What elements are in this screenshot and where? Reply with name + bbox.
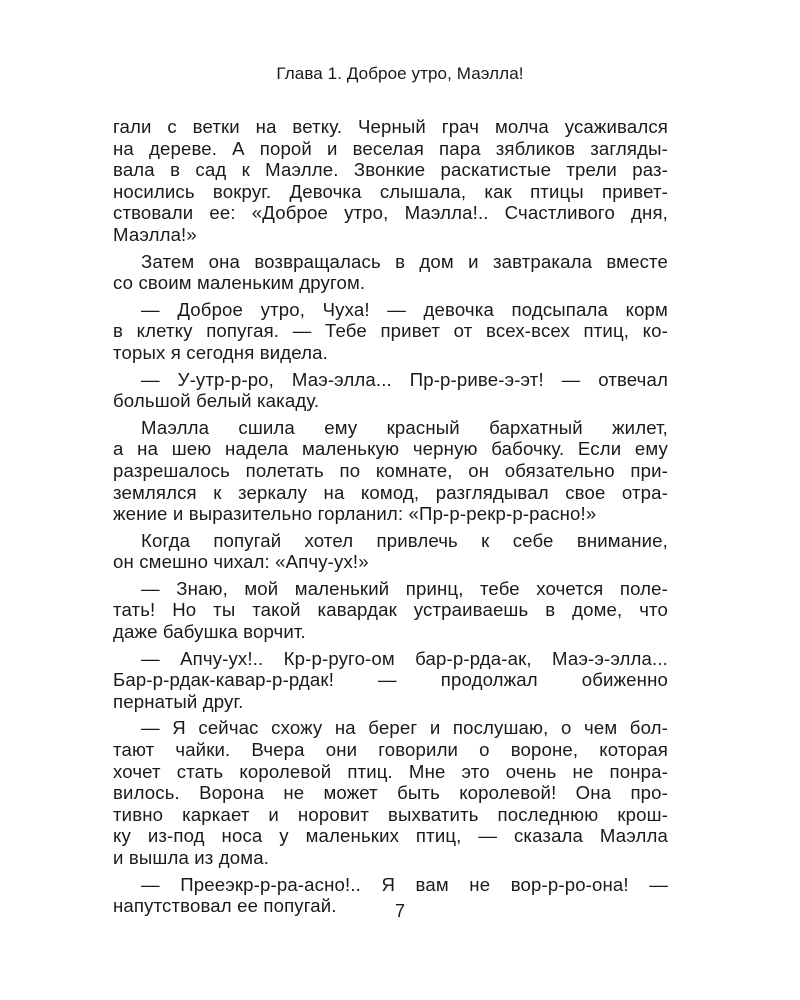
text-line: ку из-под носа у маленьких птиц, — сказала Маэлла: [113, 825, 668, 847]
text-line: даже бабушка ворчит.: [113, 621, 306, 643]
text-line: тают чайки. Вчера они говорили о вороне, которая: [113, 739, 668, 761]
text-line: на дереве. А порой и веселая пара зябликов загляды-: [113, 137, 668, 159]
page-number: 7: [394, 901, 405, 921]
text-line: землялся к зеркалу на комод, разглядывал свое отра-: [113, 481, 668, 503]
paragraph: [113, 578, 668, 643]
text-line: большой белый какаду.: [113, 390, 320, 412]
paragraph: [113, 417, 668, 525]
text-line: — Апчу-ух!.. Кр-р-руго-ом бар-р-рда-ак, Маэ-э-элла...: [141, 647, 668, 669]
text-line: — Я сейчас схожу на берег и послушаю, о чем бол-: [141, 717, 668, 739]
paragraph: [113, 717, 668, 868]
text-line: Маэлла!»: [113, 223, 197, 245]
text-line: торых я сегодня видела.: [113, 341, 328, 363]
text-line: вала в сад к Маэлле. Звонкие раскатистые трели раз-: [113, 159, 668, 181]
paragraph: [113, 251, 668, 294]
text-line: Маэлла сшила ему красный бархатный жилет,: [141, 416, 668, 438]
text-line: Когда попугай хотел привлечь к себе внимание,: [141, 529, 668, 551]
text-line: Затем она возвращалась в дом и завтракала вместе: [141, 250, 668, 272]
text-line: носились вокруг. Девочка слышала, как птицы привет-: [113, 180, 668, 202]
text-line: напутствовал ее попугай.: [113, 895, 337, 917]
text-line: ствовали ее: «Доброе утро, Маэлла!.. Счастливого дня,: [113, 202, 668, 224]
paragraph: [113, 299, 668, 364]
text-line: хочет стать королевой птиц. Мне это очень не понра-: [113, 760, 668, 782]
text-line: и вышла из дома.: [113, 847, 270, 868]
text-line: жение и выразительно горланил: «Пр-р-рекр-р-расно!»: [113, 503, 597, 525]
text-line: пернатый друг.: [113, 690, 244, 712]
text-line: со своим маленьким другом.: [113, 272, 366, 294]
paragraph: [113, 530, 668, 573]
text-line: вилось. Ворона не может быть королевой! Она про-: [113, 782, 668, 804]
text-line: — Знаю, мой маленький принц, тебе хочется поле-: [141, 577, 668, 599]
text-line: Бар-р-рдак-кавар-р-рдак! — продолжал обиженно: [113, 669, 668, 691]
paragraph: [113, 369, 668, 412]
text-line: а на шею надела маленькую черную бабочку. Если ему: [113, 438, 668, 460]
text-line: тать! Но ты такой кавардак устраиваешь в доме, что: [113, 599, 668, 621]
text-line: тивно каркает и норовит выхватить последнюю крош-: [113, 803, 668, 825]
text-line: разрешалось полетать по комнате, он обязательно при-: [113, 459, 668, 481]
running-head: Глава 1. Доброе утро, Маэлла!: [276, 64, 524, 83]
text-line: в клетку попугая. — Тебе привет от всех-всех птиц, ко-: [113, 320, 668, 342]
text-line: — Прееэкр-р-ра-асно!.. Я вам не вор-р-ро-она! —: [141, 873, 668, 895]
paragraph: [113, 116, 668, 246]
text-line: гали с ветки на ветку. Черный грач молча усаживался: [113, 116, 668, 137]
body-text: [113, 116, 668, 922]
text-line: — Доброе утро, Чуха! — девочка подсыпала корм: [141, 298, 668, 320]
text-line: — У-утр-р-ро, Маэ-элла... Пр-р-риве-э-эт! — отвечал: [141, 368, 668, 390]
paragraph: [113, 648, 668, 713]
text-line: он смешно чихал: «Апчу-ух!»: [113, 551, 369, 573]
